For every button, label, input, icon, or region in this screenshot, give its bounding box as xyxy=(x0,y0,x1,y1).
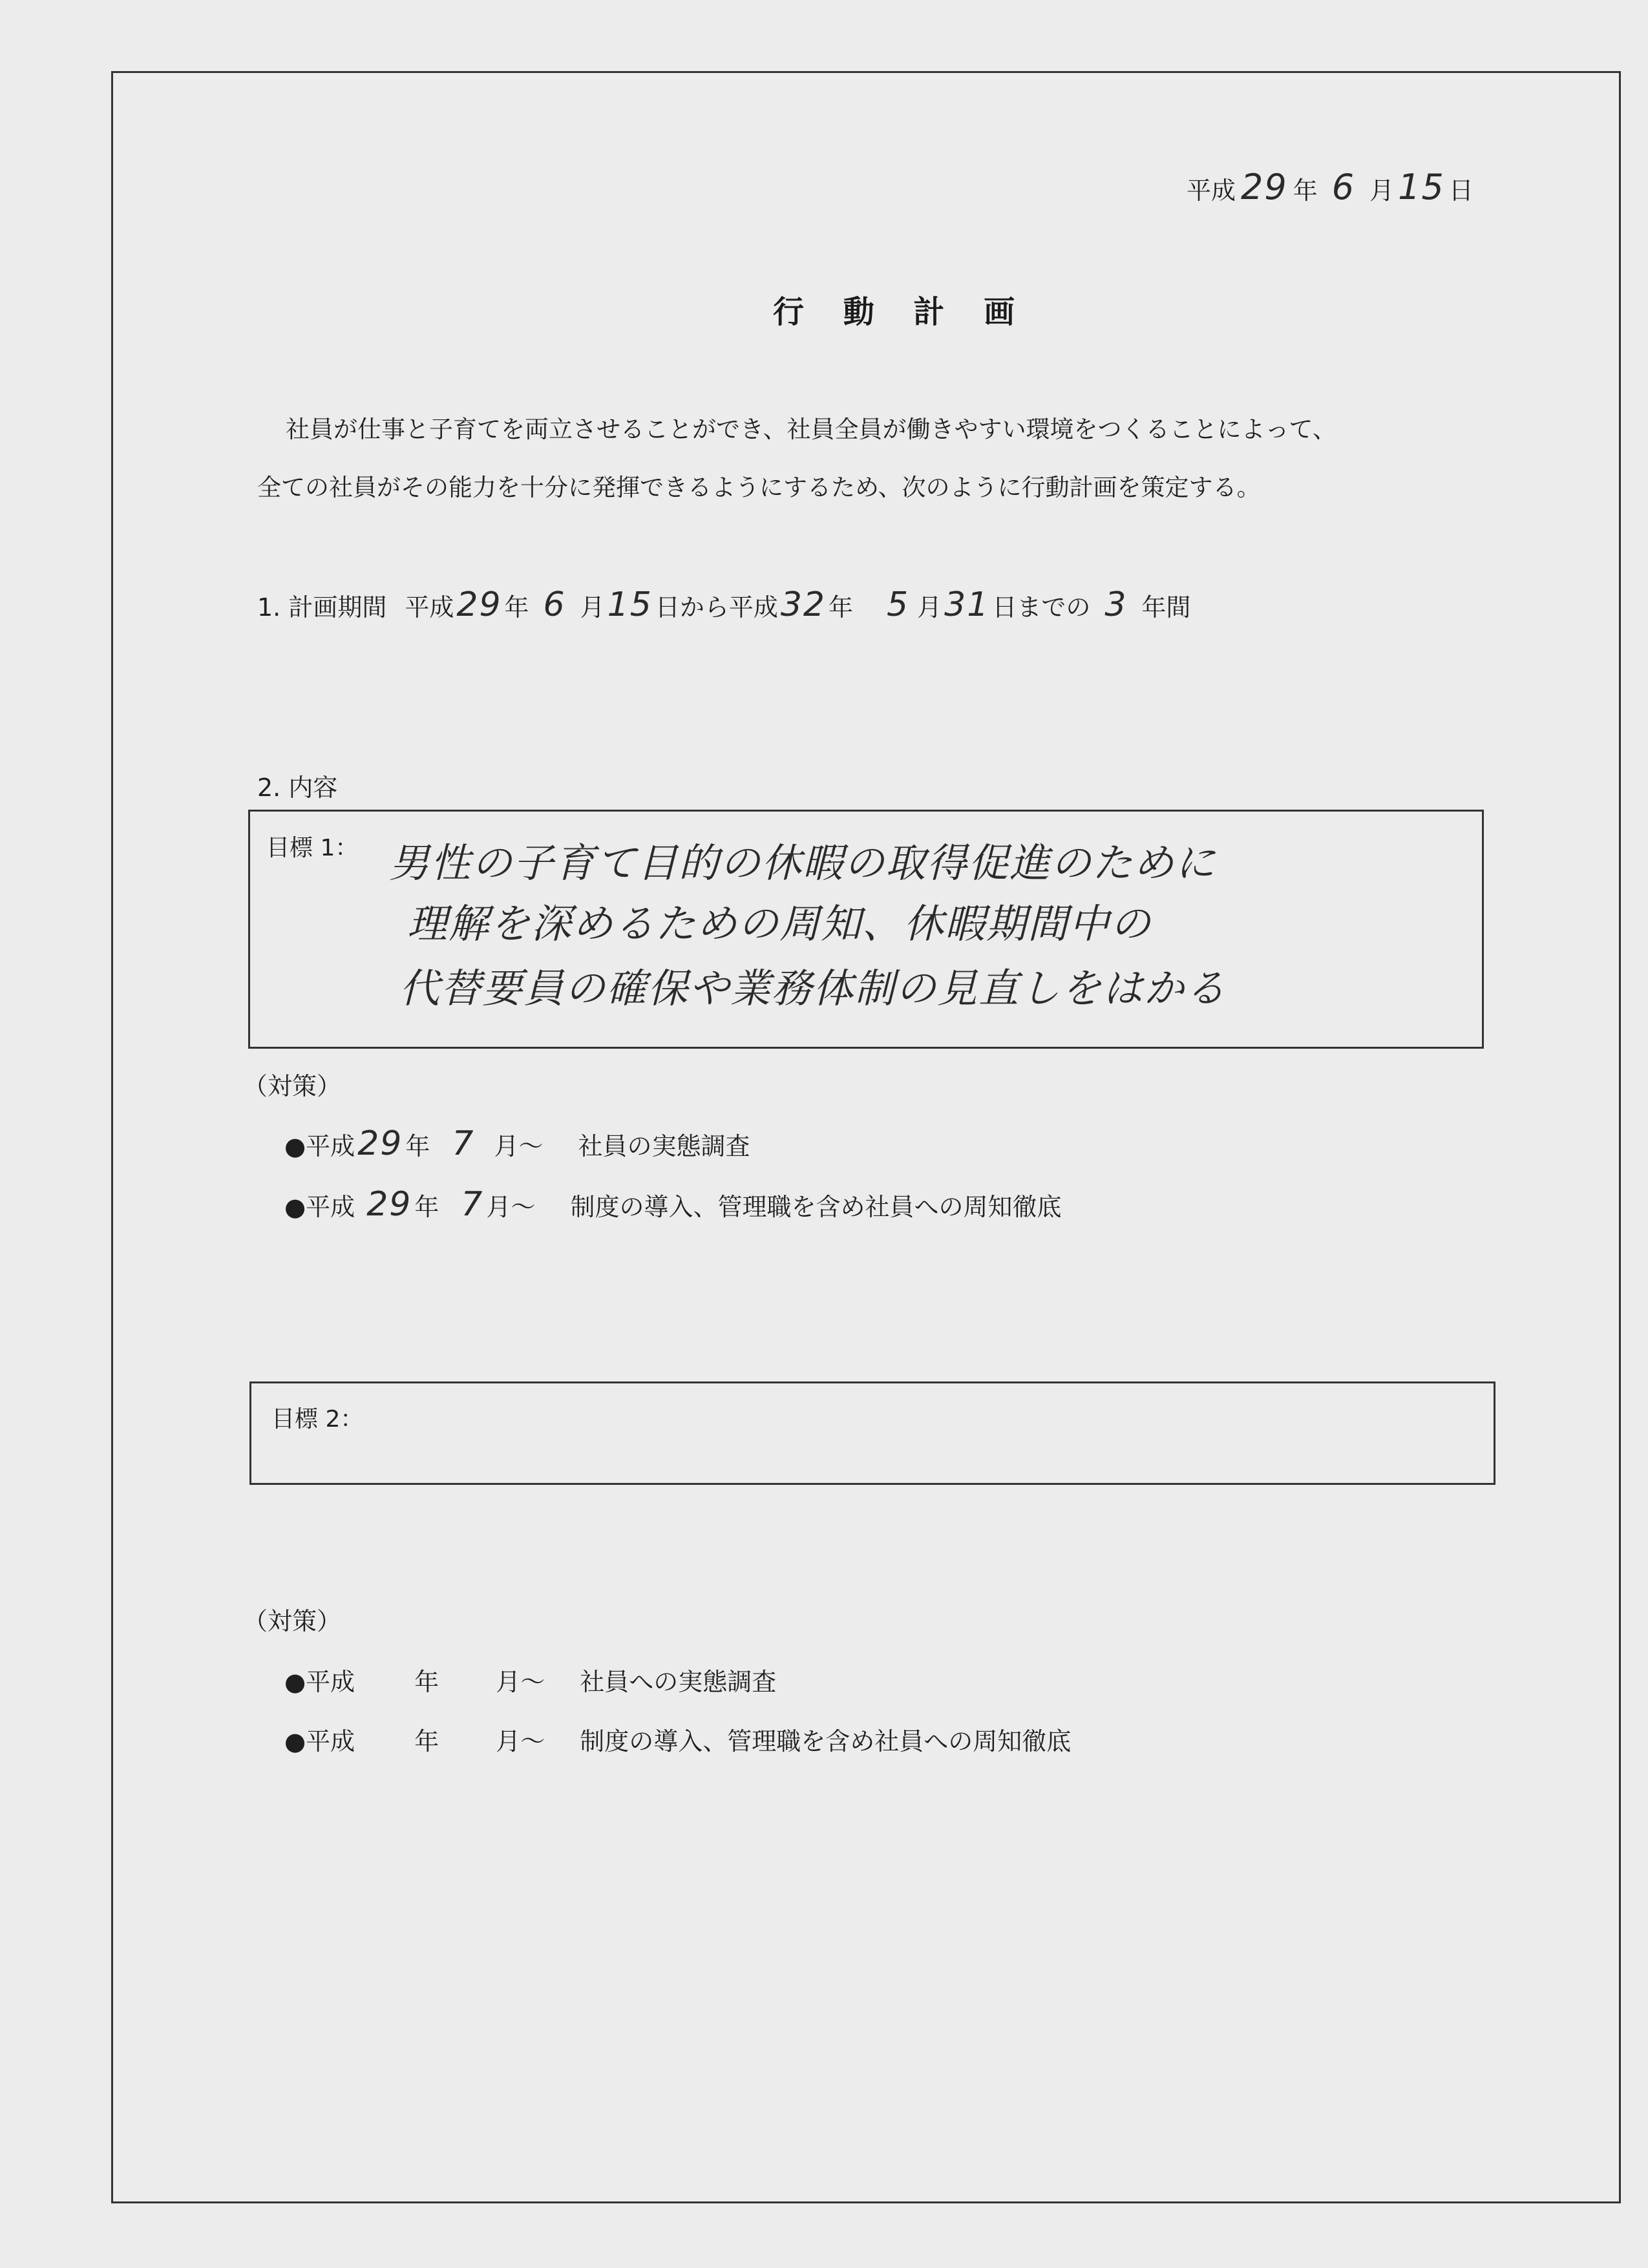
measure-text: 社員の実態調査 xyxy=(578,1132,750,1160)
period-year-unit: 年 xyxy=(504,593,529,622)
plan-period xyxy=(257,585,1190,624)
goal-2-label: 目標 2： xyxy=(271,1406,364,1433)
period-to-month: 5 xyxy=(887,585,910,624)
period-label: 1. 計画期間 xyxy=(257,593,387,622)
measures-1-label: （対策） xyxy=(243,1072,342,1100)
measure-text: 制度の導入、管理職を含め社員への周知徹底 xyxy=(570,1193,1062,1221)
period-years-suffix: 年間 xyxy=(1141,593,1191,622)
bullet-icon: ● xyxy=(284,1132,306,1160)
page-title: 行 動 計 画 xyxy=(773,294,1030,330)
intro-line-1: 社員が仕事と子育てを両立させることができ、社員全員が働きやすい環境をつくることによって、 xyxy=(286,415,1336,443)
measure-era: 平成 xyxy=(306,1132,355,1160)
document-date xyxy=(1187,167,1474,207)
date-year: 29 xyxy=(1241,167,1288,207)
date-day: 15 xyxy=(1398,167,1445,207)
period-to-year: 32 xyxy=(780,585,827,624)
measure-era: 平成 xyxy=(306,1668,355,1696)
measure-month-unit: 月～ xyxy=(496,1668,545,1696)
intro-line-2: 全ての社員がその能力を十分に発揮できるようにするため、次のように行動計画を策定する。 xyxy=(257,474,1261,501)
measure-month-unit: 月～ xyxy=(496,1727,545,1756)
period-from-era: 平成 xyxy=(405,593,454,622)
date-month-unit: 月 xyxy=(1369,176,1395,205)
period-month-unit: 月 xyxy=(580,593,605,622)
goal-1-line-3: 代替要員の確保や業務体制の見直しをはかる xyxy=(399,965,1227,1012)
period-to-month-unit: 月 xyxy=(917,593,942,622)
bullet-icon: ● xyxy=(284,1727,306,1756)
period-to-day-suffix: 日までの xyxy=(992,593,1091,622)
period-to-day: 31 xyxy=(944,585,990,624)
period-from-day-suffix: 日から平成 xyxy=(655,593,778,622)
measure-text: 社員への実態調査 xyxy=(580,1668,777,1696)
measure-era: 平成 xyxy=(306,1193,355,1221)
measure-year: 29 xyxy=(357,1124,403,1163)
date-era: 平成 xyxy=(1187,176,1236,205)
date-month: 6 xyxy=(1331,167,1356,207)
period-to-year-unit: 年 xyxy=(829,593,854,622)
bullet-icon: ● xyxy=(284,1668,306,1696)
measure-1-item-2 xyxy=(284,1185,1062,1224)
measure-2-item-2 xyxy=(284,1721,1071,1757)
date-day-unit: 日 xyxy=(1448,176,1474,205)
measure-month-unit: 月～ xyxy=(486,1193,536,1221)
measure-year-unit: 年 xyxy=(405,1132,430,1160)
measure-year-unit: 年 xyxy=(414,1727,439,1756)
measure-1-item-1 xyxy=(284,1124,750,1163)
measure-year: 29 xyxy=(366,1185,412,1224)
period-years: 3 xyxy=(1104,585,1128,624)
measure-month: 7 xyxy=(452,1124,475,1163)
measure-text: 制度の導入、管理職を含め社員への周知徹底 xyxy=(580,1727,1072,1756)
measure-year-unit: 年 xyxy=(414,1193,439,1221)
bullet-icon: ● xyxy=(284,1193,306,1221)
goal-1-line-2: 理解を深めるための周知、休暇期間中の xyxy=(407,900,1152,947)
measure-2-item-1 xyxy=(284,1662,776,1697)
measures-2-label: （対策） xyxy=(243,1607,342,1635)
goal-1-label: 目標 1： xyxy=(266,835,359,861)
measure-year-unit: 年 xyxy=(414,1668,439,1696)
measure-month-unit: 月～ xyxy=(494,1132,544,1160)
date-year-unit: 年 xyxy=(1293,176,1318,205)
measure-month: 7 xyxy=(461,1185,484,1224)
goal-2-box xyxy=(249,1381,1495,1485)
measure-era: 平成 xyxy=(306,1727,355,1756)
period-from-day: 15 xyxy=(607,585,653,624)
goal-1-line-1: 男性の子育て目的の休暇の取得促進のために xyxy=(389,839,1217,887)
content-label: 2. 内容 xyxy=(257,773,338,802)
period-from-month: 6 xyxy=(543,585,566,624)
period-from-year: 29 xyxy=(456,585,502,624)
